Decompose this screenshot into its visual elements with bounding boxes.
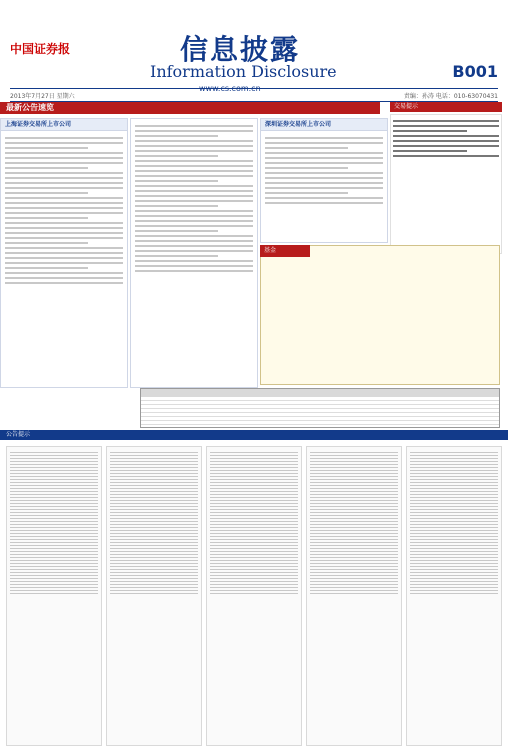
notice-column — [306, 446, 402, 746]
table-row — [141, 421, 499, 425]
notice-bar: 公告提示 — [0, 430, 508, 440]
fund-head: 基金 — [260, 245, 310, 257]
col-szse — [260, 118, 388, 243]
trading-tips-text — [390, 114, 502, 162]
brand-logo: 中国证券报 — [10, 42, 71, 56]
notice-column — [406, 446, 502, 746]
contact: 责编：孙涛 电话：010-63070431 — [403, 92, 498, 100]
col-sse-2 — [130, 118, 258, 388]
fund-box — [260, 245, 500, 385]
col-sse — [0, 118, 128, 388]
col-sse-head: 上海证券交易所上市公司 — [1, 119, 127, 131]
notice-column — [106, 446, 202, 746]
section-title: 最新公告速览 — [0, 102, 380, 114]
site-url[interactable]: www.cs.com.cn — [195, 84, 265, 93]
dateline — [10, 88, 498, 102]
date: 2013年7月27日 星期六 — [10, 92, 75, 100]
col-szse-head: 深圳证券交易所上市公司 — [261, 119, 387, 131]
fund-table-head — [141, 389, 499, 397]
title-en: Information Disclosure — [150, 62, 337, 81]
col-szse-text — [261, 131, 387, 210]
notice-column — [206, 446, 302, 746]
notice-grid — [0, 442, 508, 750]
page-number: B001 — [452, 62, 498, 81]
title-cn: 信息披露 — [180, 33, 301, 66]
col-sse-2-text — [131, 119, 257, 278]
col-sse-text — [1, 131, 127, 290]
masthead — [0, 0, 508, 93]
fund-table — [140, 388, 500, 428]
trading-tips-bar: 交易提示 — [390, 102, 502, 112]
notice-column — [6, 446, 102, 746]
